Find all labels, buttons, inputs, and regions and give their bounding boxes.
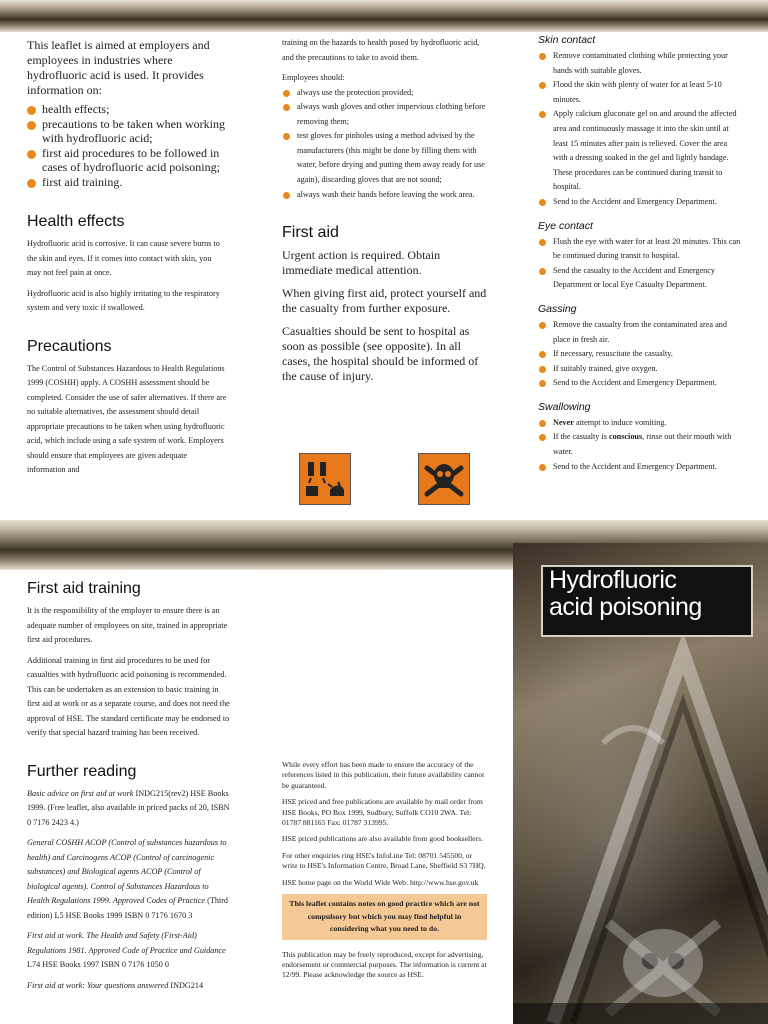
emphasis: Never — [553, 417, 574, 427]
list-item: first aid training. — [27, 175, 227, 190]
info-paragraph: HSE priced and free publications are available by mail order from HSE Books, PO Box 1999, Sudbury, Suffolk CO10 2WA. Tel: 01787 881165 Fax: 01787 313995. — [282, 797, 483, 828]
list-item: precautions to be taken when working with hydrofluoric acid; — [27, 117, 227, 146]
good-practice-note: This leaflet contains notes on good practice which are not compulsory but which you may find helpful in considering what you need to do. — [282, 894, 487, 940]
list-item: Flood the skin with plenty of water for at least 5-10 minutes. — [538, 78, 743, 107]
health-paragraph: Hydrofluoric acid is corrosive. It can cause severe burns to the skin and eyes. If it comes into contact with skin, you may not feel pain at once. — [27, 239, 220, 277]
eye-contact-list — [538, 235, 743, 293]
info-paragraph: While every effort has been made to ensure the accuracy of the references listed in this publication, their future availability cannot be guaranteed. — [282, 760, 485, 790]
list-item: Apply calcium gluconate gel on and around the affected area and continuously massage it into the skin until at least 15 minutes after pain is relieved. Cover the area with a dressing soaked in the gel and lightly bandage. These procedures can be continued during transit to hospital. — [538, 107, 743, 195]
list-item — [538, 416, 743, 431]
reference-details: L74 HSE Books 1997 ISBN 0 7176 1050 0 — [27, 960, 169, 969]
list-item: Send the casualty to the Accident and Emergency Department or local Eye Casualty Department. — [538, 264, 743, 293]
list-item — [538, 430, 743, 459]
first-aid-paragraph: When giving first aid, protect yourself and the casualty from further exposure. — [282, 286, 487, 316]
info-paragraph: This publication may be freely reproduced, except for advertising, endorsement or commercial purposes. The information is current at 12/99. Please acknowledge the source as HSE. — [282, 949, 487, 980]
employees-label: Employees should: — [282, 73, 345, 82]
gassing-list — [538, 318, 743, 391]
training-continued: training on the hazards to health posed by hydrofluoric acid, and the precautions to take to avoid them. — [282, 38, 480, 62]
list-item: always wash gloves and other impervious clothing before removing them; — [282, 100, 487, 129]
corrosive-hazard-icon — [299, 453, 351, 505]
further-reading-heading: Further reading — [27, 762, 137, 780]
health-paragraph: Hydrofluoric acid is also highly irritating to the respiratory system and very toxic if swallowed. — [27, 288, 220, 312]
cover-panel — [513, 543, 768, 1024]
reference-item — [27, 836, 232, 923]
list-item: always wash their hands before leaving the work area. — [282, 188, 487, 203]
eye-contact-heading: Eye contact — [538, 219, 593, 232]
column-4 — [27, 580, 232, 999]
cover-title-line: Hydrofluoric — [549, 566, 677, 594]
reference-item — [27, 929, 232, 973]
column-5 — [282, 760, 487, 987]
list-item: health effects; — [27, 102, 227, 117]
training-paragraph: Additional training in first aid procedures to be used for casualties with hydrofluoric acid poisoning is recommended. This can be undertaken as an extension to basic training in first aid at work or as a separate course, and does not need the approval of HSE. The standard certificate may be endorsed to verify that special hazard training has been received. — [27, 655, 230, 737]
reference-title: General COSHH ACOP (Control of substances hazardous to health) and Carcinogens ACOP (Control of carcinogenic substances) and Biological agents ACOP (Control of biological agents). Control of Substances Hazardous to Health Regulations 1999. Approved Codes of Practice — [27, 838, 227, 905]
skull-crossbones-icon — [418, 453, 470, 505]
training-paragraph: It is the responsibility of the employer to ensure there is an adequate number of employees on site, trained in appropriate first aid procedures. — [27, 606, 228, 644]
info-paragraph: HSE home page on the World Wide Web: http://www.hse.gov.uk — [282, 877, 479, 887]
reference-title: First aid at work: Your questions answered — [27, 980, 169, 990]
list-text: , rinse out their mouth with water. — [553, 432, 732, 457]
skin-contact-list — [538, 49, 743, 210]
list-text: attempt to induce vomiting. — [573, 417, 667, 427]
list-item: first aid procedures to be followed in cases of hydrofluoric acid poisoning; — [27, 146, 227, 175]
list-item: Send to the Accident and Emergency Department. — [538, 376, 743, 391]
reference-item — [27, 979, 232, 994]
cover-title-line: acid poisoning — [549, 593, 702, 621]
list-item: Send to the Accident and Emergency Department. — [538, 195, 743, 210]
reference-details: (Third edition) L5 HSE Books 1999 ISBN 0 7176 1670 3 — [27, 896, 229, 920]
column-3 — [538, 34, 743, 474]
list-item: Flush the eye with water for at least 20 minutes. This can be continued during transit to hospital. — [538, 235, 743, 264]
employees-list — [282, 86, 487, 203]
precautions-paragraph: The Control of Substances Hazardous to Health Regulations 1999 (COSHH) apply. A COSHH assessment should be completed. Consider the use of safer alternatives. If there are no suitable alternatives, the assessment should detail appropriate precautions to be taken when using hydrofluoric acid, which include using a safe system of work. Employers should ensure that employees are given adequate information and — [27, 363, 227, 474]
intro-list — [27, 102, 227, 189]
list-item: always use the protection provided; — [282, 86, 487, 101]
reference-details: INDG215(rev2) HSE Books 1999. (Free leaflet, also available in priced packs of 20, ISBN 0 7176 2423 4.) — [27, 788, 230, 827]
health-effects-heading: Health effects — [27, 213, 125, 230]
emphasis: conscious — [608, 432, 643, 442]
first-aid-paragraph: Urgent action is required. Obtain immediate medical attention. — [282, 248, 441, 278]
list-item: test gloves for pinholes using a method advised by the manufacturers (this might be done by filling them with water, before drying and putting them away ready for use again), discarding gloves that are not sound; — [282, 129, 487, 187]
cover-title — [541, 565, 753, 637]
list-item: Send to the Accident and Emergency Department. — [538, 460, 743, 475]
info-paragraph: For other enquiries ring HSE's InfoLine Tel: 08701 545500, or write to HSE's Information Centre, Broad Lane, Sheffield S3 7HQ. — [282, 850, 486, 871]
swallowing-list — [538, 416, 743, 474]
column-2 — [282, 36, 487, 392]
list-item: Remove the casualty from the contaminated area and place in fresh air. — [538, 318, 743, 347]
first-aid-heading: First aid — [282, 224, 339, 242]
top-decorative-band — [0, 0, 768, 32]
intro-text: This leaflet is aimed at employers and employees in industries where hydrofluoric acid is used. It provides information on: — [27, 38, 210, 97]
reference-details: INDG214 — [168, 980, 204, 990]
gassing-heading: Gassing — [538, 302, 577, 315]
list-item: If suitably trained, give oxygen. — [538, 362, 743, 377]
list-item: Remove contaminated clothing while protecting your hands with suitable gloves. — [538, 49, 743, 78]
info-paragraph: HSE priced publications are also available from good booksellers. — [282, 834, 483, 844]
list-item: If necessary, resuscitate the casualty. — [538, 347, 743, 362]
reference-title: First aid at work. The Health and Safety (First-Aid) Regulations 1981. Approved Code of Practice and Guidance — [27, 931, 226, 955]
column-1 — [27, 38, 227, 484]
reference-item — [27, 787, 232, 831]
first-aid-training-heading: First aid training — [27, 580, 141, 597]
swallowing-heading: Swallowing — [538, 400, 591, 413]
skin-contact-heading: Skin contact — [538, 34, 596, 46]
precautions-heading: Precautions — [27, 337, 112, 355]
reference-title: Basic advice on first aid at work — [27, 788, 134, 798]
first-aid-paragraph: Casualties should be sent to hospital as soon as possible (see opposite). In all cases, the hospital should be informed of the cause of injury. — [282, 324, 479, 384]
list-text: If the casualty is — [553, 432, 609, 442]
